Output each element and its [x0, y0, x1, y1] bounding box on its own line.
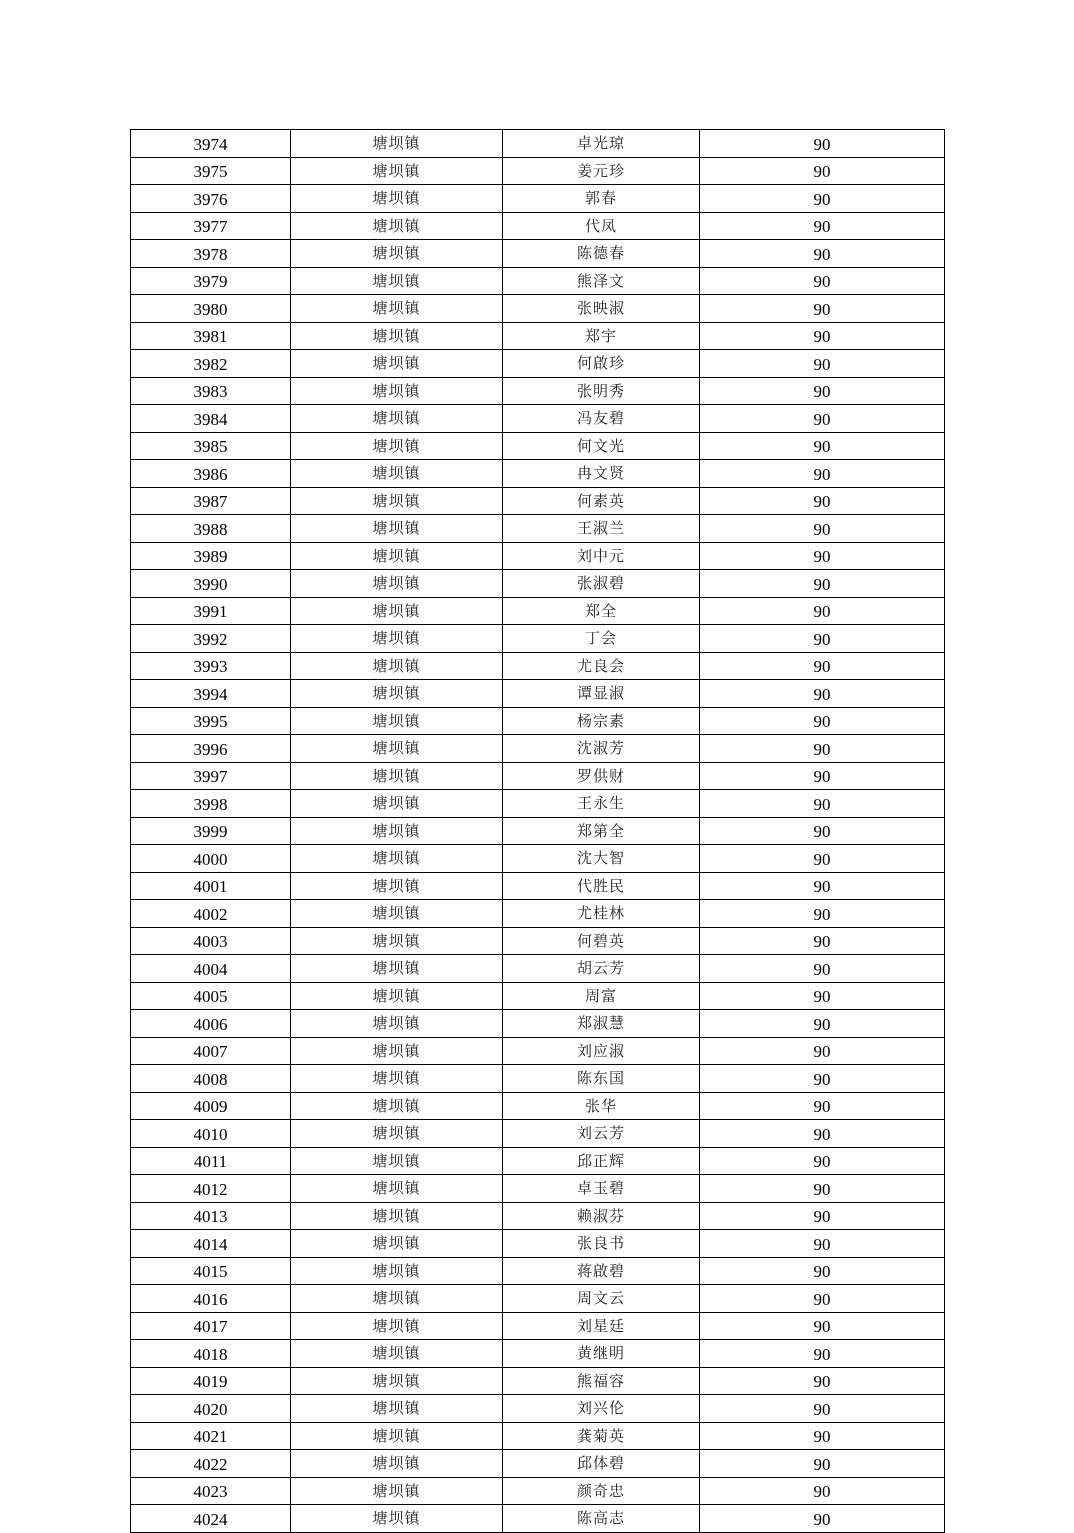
score-cell: 90	[700, 1257, 945, 1285]
score-cell: 90	[700, 955, 945, 983]
table-row	[131, 350, 945, 378]
table-row	[131, 900, 945, 928]
town-cell: 塘坝镇	[291, 845, 503, 873]
score-cell: 90	[700, 1230, 945, 1258]
row-number-cell: 4012	[131, 1175, 291, 1203]
score-cell: 90	[700, 900, 945, 928]
row-number-cell: 4016	[131, 1285, 291, 1313]
score-cell: 90	[700, 872, 945, 900]
town-cell: 塘坝镇	[291, 1340, 503, 1368]
person-name-cell: 刘中元	[503, 542, 700, 570]
town-cell: 塘坝镇	[291, 1092, 503, 1120]
score-cell: 90	[700, 927, 945, 955]
table-row	[131, 377, 945, 405]
score-cell: 90	[700, 1340, 945, 1368]
person-name-cell: 周富	[503, 982, 700, 1010]
row-number-cell: 3980	[131, 295, 291, 323]
person-name-cell: 郑第全	[503, 817, 700, 845]
table-row	[131, 1175, 945, 1203]
town-cell: 塘坝镇	[291, 267, 503, 295]
table-row	[131, 1285, 945, 1313]
town-cell: 塘坝镇	[291, 1120, 503, 1148]
row-number-cell: 4024	[131, 1505, 291, 1533]
row-number-cell: 4017	[131, 1312, 291, 1340]
person-name-cell: 陈东国	[503, 1065, 700, 1093]
town-cell: 塘坝镇	[291, 1312, 503, 1340]
town-cell: 塘坝镇	[291, 1422, 503, 1450]
score-cell: 90	[700, 1092, 945, 1120]
row-number-cell: 3999	[131, 817, 291, 845]
person-name-cell: 何啟珍	[503, 350, 700, 378]
town-cell: 塘坝镇	[291, 625, 503, 653]
row-number-cell: 3987	[131, 487, 291, 515]
town-cell: 塘坝镇	[291, 817, 503, 845]
data-table	[130, 129, 945, 1533]
person-name-cell: 张良书	[503, 1230, 700, 1258]
town-cell: 塘坝镇	[291, 900, 503, 928]
row-number-cell: 4019	[131, 1367, 291, 1395]
row-number-cell: 4009	[131, 1092, 291, 1120]
town-cell: 塘坝镇	[291, 1395, 503, 1423]
table-row	[131, 487, 945, 515]
score-cell: 90	[700, 130, 945, 158]
table-row	[131, 927, 945, 955]
town-cell: 塘坝镇	[291, 322, 503, 350]
table-row	[131, 1037, 945, 1065]
row-number-cell: 4020	[131, 1395, 291, 1423]
score-cell: 90	[700, 1037, 945, 1065]
town-cell: 塘坝镇	[291, 982, 503, 1010]
table-row	[131, 295, 945, 323]
town-cell: 塘坝镇	[291, 212, 503, 240]
table-row	[131, 1257, 945, 1285]
town-cell: 塘坝镇	[291, 1257, 503, 1285]
person-name-cell: 邱正辉	[503, 1147, 700, 1175]
table-row	[131, 212, 945, 240]
score-cell: 90	[700, 515, 945, 543]
person-name-cell: 丁会	[503, 625, 700, 653]
table-row	[131, 322, 945, 350]
score-cell: 90	[700, 1065, 945, 1093]
table-row	[131, 652, 945, 680]
town-cell: 塘坝镇	[291, 1505, 503, 1533]
score-cell: 90	[700, 735, 945, 763]
table-row	[131, 1312, 945, 1340]
score-cell: 90	[700, 1202, 945, 1230]
person-name-cell: 胡云芳	[503, 955, 700, 983]
score-cell: 90	[700, 1312, 945, 1340]
table-row	[131, 1065, 945, 1093]
table-row	[131, 872, 945, 900]
row-number-cell: 3974	[131, 130, 291, 158]
score-cell: 90	[700, 570, 945, 598]
person-name-cell: 代凤	[503, 212, 700, 240]
town-cell: 塘坝镇	[291, 1065, 503, 1093]
person-name-cell: 冯友碧	[503, 405, 700, 433]
row-number-cell: 3995	[131, 707, 291, 735]
score-cell: 90	[700, 817, 945, 845]
person-name-cell: 张映淑	[503, 295, 700, 323]
row-number-cell: 3986	[131, 460, 291, 488]
score-cell: 90	[700, 157, 945, 185]
table-row	[131, 542, 945, 570]
table-row	[131, 1340, 945, 1368]
table-row	[131, 1230, 945, 1258]
person-name-cell: 沈大智	[503, 845, 700, 873]
row-number-cell: 3977	[131, 212, 291, 240]
person-name-cell: 郑宇	[503, 322, 700, 350]
town-cell: 塘坝镇	[291, 597, 503, 625]
town-cell: 塘坝镇	[291, 240, 503, 268]
row-number-cell: 3982	[131, 350, 291, 378]
person-name-cell: 冉文贤	[503, 460, 700, 488]
row-number-cell: 4023	[131, 1477, 291, 1505]
table-row	[131, 515, 945, 543]
town-cell: 塘坝镇	[291, 1010, 503, 1038]
score-cell: 90	[700, 1477, 945, 1505]
score-cell: 90	[700, 762, 945, 790]
town-cell: 塘坝镇	[291, 1367, 503, 1395]
score-cell: 90	[700, 460, 945, 488]
person-name-cell: 熊泽文	[503, 267, 700, 295]
score-cell: 90	[700, 680, 945, 708]
row-number-cell: 4006	[131, 1010, 291, 1038]
table-row	[131, 267, 945, 295]
table-row	[131, 625, 945, 653]
score-cell: 90	[700, 1120, 945, 1148]
person-name-cell: 张华	[503, 1092, 700, 1120]
person-name-cell: 赖淑芬	[503, 1202, 700, 1230]
town-cell: 塘坝镇	[291, 515, 503, 543]
score-cell: 90	[700, 322, 945, 350]
town-cell: 塘坝镇	[291, 872, 503, 900]
row-number-cell: 4004	[131, 955, 291, 983]
person-name-cell: 罗供财	[503, 762, 700, 790]
score-cell: 90	[700, 377, 945, 405]
person-name-cell: 姜元珍	[503, 157, 700, 185]
score-cell: 90	[700, 1422, 945, 1450]
score-cell: 90	[700, 350, 945, 378]
town-cell: 塘坝镇	[291, 707, 503, 735]
row-number-cell: 3985	[131, 432, 291, 460]
person-name-cell: 谭显淑	[503, 680, 700, 708]
town-cell: 塘坝镇	[291, 652, 503, 680]
table-row	[131, 735, 945, 763]
row-number-cell: 3994	[131, 680, 291, 708]
person-name-cell: 王淑兰	[503, 515, 700, 543]
row-number-cell: 4011	[131, 1147, 291, 1175]
table-row	[131, 1147, 945, 1175]
town-cell: 塘坝镇	[291, 185, 503, 213]
table-row	[131, 845, 945, 873]
row-number-cell: 3991	[131, 597, 291, 625]
person-name-cell: 周文云	[503, 1285, 700, 1313]
person-name-cell: 陈德春	[503, 240, 700, 268]
town-cell: 塘坝镇	[291, 1285, 503, 1313]
town-cell: 塘坝镇	[291, 295, 503, 323]
row-number-cell: 4003	[131, 927, 291, 955]
score-cell: 90	[700, 625, 945, 653]
person-name-cell: 黄继明	[503, 1340, 700, 1368]
table-row	[131, 157, 945, 185]
table-row	[131, 432, 945, 460]
town-cell: 塘坝镇	[291, 542, 503, 570]
row-number-cell: 3996	[131, 735, 291, 763]
row-number-cell: 3984	[131, 405, 291, 433]
table-row	[131, 1202, 945, 1230]
person-name-cell: 龚菊英	[503, 1422, 700, 1450]
table-row	[131, 1450, 945, 1478]
town-cell: 塘坝镇	[291, 680, 503, 708]
score-cell: 90	[700, 652, 945, 680]
table-row	[131, 1505, 945, 1533]
score-cell: 90	[700, 1285, 945, 1313]
score-cell: 90	[700, 1175, 945, 1203]
row-number-cell: 4008	[131, 1065, 291, 1093]
person-name-cell: 卓玉碧	[503, 1175, 700, 1203]
row-number-cell: 4018	[131, 1340, 291, 1368]
table-row	[131, 597, 945, 625]
person-name-cell: 张明秀	[503, 377, 700, 405]
table-row	[131, 1477, 945, 1505]
row-number-cell: 4013	[131, 1202, 291, 1230]
row-number-cell: 3975	[131, 157, 291, 185]
table-body	[131, 130, 945, 1533]
row-number-cell: 3990	[131, 570, 291, 598]
town-cell: 塘坝镇	[291, 927, 503, 955]
row-number-cell: 4000	[131, 845, 291, 873]
town-cell: 塘坝镇	[291, 460, 503, 488]
town-cell: 塘坝镇	[291, 157, 503, 185]
town-cell: 塘坝镇	[291, 1230, 503, 1258]
town-cell: 塘坝镇	[291, 1175, 503, 1203]
person-name-cell: 代胜民	[503, 872, 700, 900]
person-name-cell: 刘应淑	[503, 1037, 700, 1065]
table-row	[131, 240, 945, 268]
table-row	[131, 570, 945, 598]
score-cell: 90	[700, 267, 945, 295]
person-name-cell: 刘兴伦	[503, 1395, 700, 1423]
person-name-cell: 何素英	[503, 487, 700, 515]
town-cell: 塘坝镇	[291, 377, 503, 405]
score-cell: 90	[700, 1147, 945, 1175]
person-name-cell: 王永生	[503, 790, 700, 818]
score-cell: 90	[700, 597, 945, 625]
person-name-cell: 郑全	[503, 597, 700, 625]
town-cell: 塘坝镇	[291, 1147, 503, 1175]
row-number-cell: 3989	[131, 542, 291, 570]
person-name-cell: 郑淑慧	[503, 1010, 700, 1038]
person-name-cell: 刘云芳	[503, 1120, 700, 1148]
person-name-cell: 卓光琼	[503, 130, 700, 158]
row-number-cell: 3983	[131, 377, 291, 405]
row-number-cell: 4014	[131, 1230, 291, 1258]
town-cell: 塘坝镇	[291, 405, 503, 433]
table-row	[131, 460, 945, 488]
score-cell: 90	[700, 432, 945, 460]
town-cell: 塘坝镇	[291, 790, 503, 818]
person-name-cell: 刘星廷	[503, 1312, 700, 1340]
person-name-cell: 熊福容	[503, 1367, 700, 1395]
town-cell: 塘坝镇	[291, 130, 503, 158]
row-number-cell: 3976	[131, 185, 291, 213]
town-cell: 塘坝镇	[291, 762, 503, 790]
row-number-cell: 4007	[131, 1037, 291, 1065]
town-cell: 塘坝镇	[291, 955, 503, 983]
person-name-cell: 邱体碧	[503, 1450, 700, 1478]
table-row	[131, 1422, 945, 1450]
table-row	[131, 817, 945, 845]
person-name-cell: 沈淑芳	[503, 735, 700, 763]
table-row	[131, 680, 945, 708]
row-number-cell: 3978	[131, 240, 291, 268]
score-cell: 90	[700, 1450, 945, 1478]
score-cell: 90	[700, 405, 945, 433]
town-cell: 塘坝镇	[291, 1202, 503, 1230]
person-name-cell: 尤桂林	[503, 900, 700, 928]
table-row	[131, 982, 945, 1010]
table-row	[131, 1367, 945, 1395]
row-number-cell: 4001	[131, 872, 291, 900]
town-cell: 塘坝镇	[291, 1450, 503, 1478]
person-name-cell: 何文光	[503, 432, 700, 460]
score-cell: 90	[700, 707, 945, 735]
person-name-cell: 蒋啟碧	[503, 1257, 700, 1285]
table-row	[131, 955, 945, 983]
row-number-cell: 4005	[131, 982, 291, 1010]
row-number-cell: 3998	[131, 790, 291, 818]
row-number-cell: 4015	[131, 1257, 291, 1285]
table-row	[131, 790, 945, 818]
person-name-cell: 郭春	[503, 185, 700, 213]
person-name-cell: 杨宗素	[503, 707, 700, 735]
score-cell: 90	[700, 212, 945, 240]
row-number-cell: 4021	[131, 1422, 291, 1450]
table-row	[131, 1092, 945, 1120]
score-cell: 90	[700, 1367, 945, 1395]
score-cell: 90	[700, 542, 945, 570]
person-name-cell: 陈高志	[503, 1505, 700, 1533]
row-number-cell: 4002	[131, 900, 291, 928]
person-name-cell: 张淑碧	[503, 570, 700, 598]
town-cell: 塘坝镇	[291, 350, 503, 378]
town-cell: 塘坝镇	[291, 1477, 503, 1505]
row-number-cell: 3988	[131, 515, 291, 543]
table-row	[131, 707, 945, 735]
score-cell: 90	[700, 790, 945, 818]
row-number-cell: 4022	[131, 1450, 291, 1478]
person-name-cell: 尤良会	[503, 652, 700, 680]
table-row	[131, 1395, 945, 1423]
row-number-cell: 3993	[131, 652, 291, 680]
score-cell: 90	[700, 295, 945, 323]
score-cell: 90	[700, 185, 945, 213]
person-name-cell: 何碧英	[503, 927, 700, 955]
person-name-cell: 颜奇忠	[503, 1477, 700, 1505]
town-cell: 塘坝镇	[291, 432, 503, 460]
score-cell: 90	[700, 982, 945, 1010]
score-cell: 90	[700, 240, 945, 268]
town-cell: 塘坝镇	[291, 1037, 503, 1065]
table-row	[131, 130, 945, 158]
row-number-cell: 3981	[131, 322, 291, 350]
town-cell: 塘坝镇	[291, 570, 503, 598]
score-cell: 90	[700, 1395, 945, 1423]
score-cell: 90	[700, 845, 945, 873]
town-cell: 塘坝镇	[291, 487, 503, 515]
row-number-cell: 4010	[131, 1120, 291, 1148]
row-number-cell: 3992	[131, 625, 291, 653]
table-row	[131, 185, 945, 213]
table-row	[131, 762, 945, 790]
score-cell: 90	[700, 1010, 945, 1038]
table-row	[131, 1120, 945, 1148]
table-row	[131, 1010, 945, 1038]
score-cell: 90	[700, 487, 945, 515]
score-cell: 90	[700, 1505, 945, 1533]
row-number-cell: 3997	[131, 762, 291, 790]
town-cell: 塘坝镇	[291, 735, 503, 763]
row-number-cell: 3979	[131, 267, 291, 295]
table-row	[131, 405, 945, 433]
